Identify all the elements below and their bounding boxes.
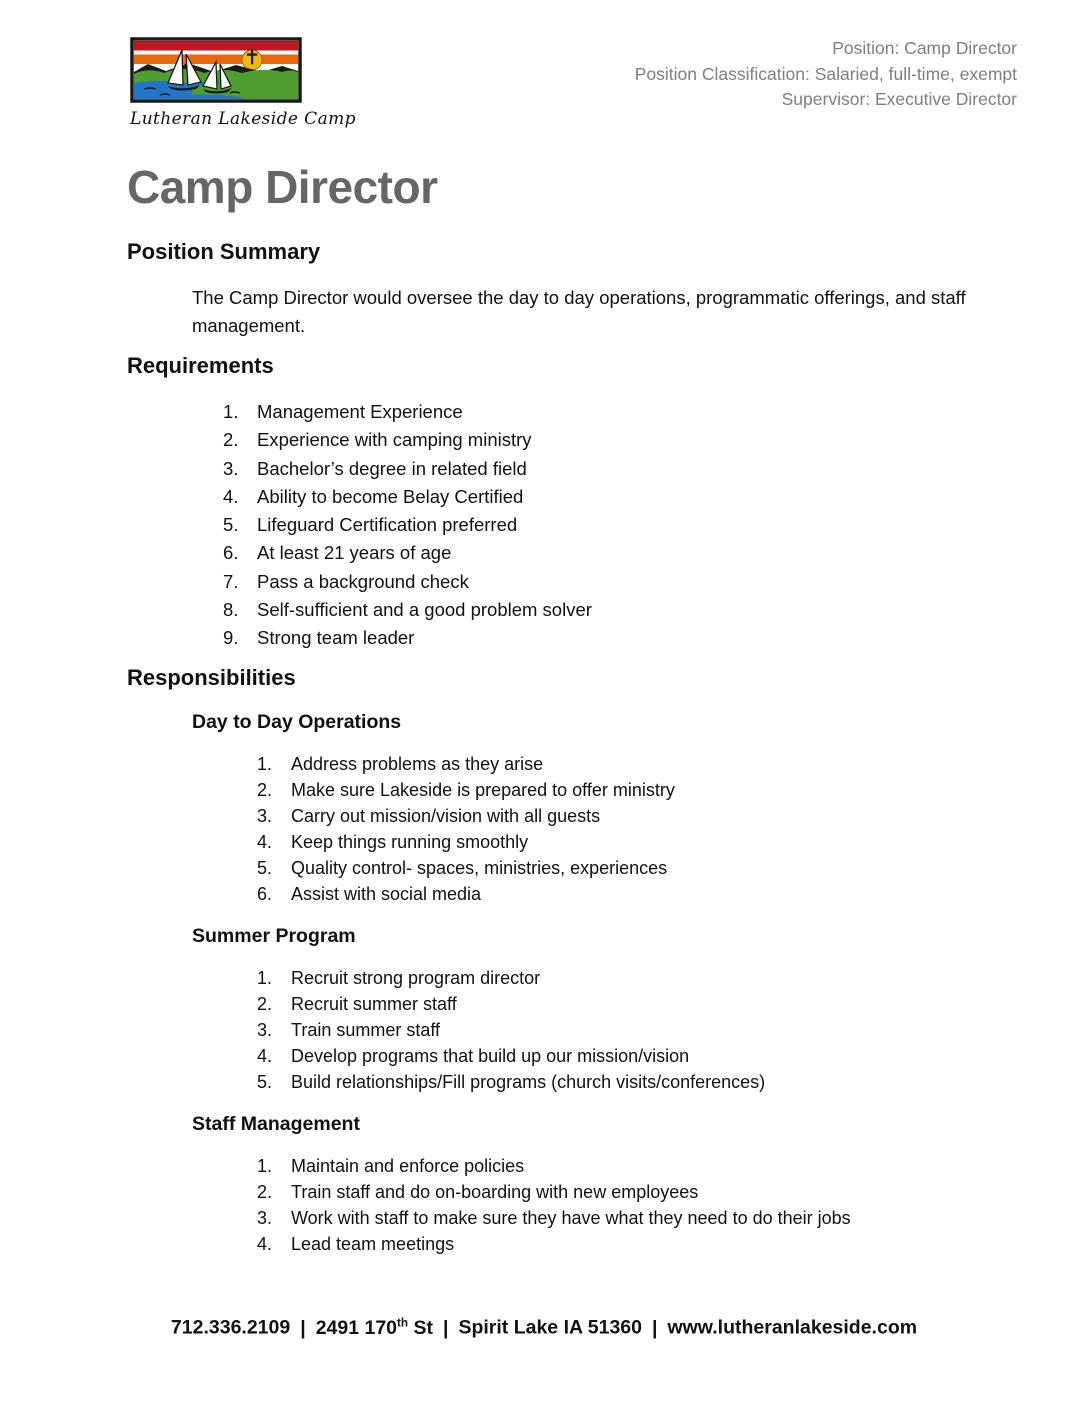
position-summary-text: The Camp Director would oversee the day to day operations, programmatic offerings, and staff management. (192, 287, 966, 336)
list-item-text: Strong team leader (257, 627, 415, 649)
list-item (257, 1179, 1016, 1205)
list-item (257, 881, 1016, 907)
list-item (257, 1231, 1016, 1257)
list-item (257, 1069, 1016, 1095)
list-item-number: 6. (223, 542, 239, 564)
list-item-number: 1. (257, 1155, 273, 1176)
list-item (223, 455, 1016, 483)
list-item-text: Train summer staff (291, 1019, 441, 1040)
list-item-text: Self-sufficient and a good problem solver (257, 599, 592, 621)
list-item-number: 4. (257, 1045, 273, 1066)
list-item (257, 1153, 1016, 1179)
list-item-text: Address problems as they arise (291, 753, 544, 774)
list-item (257, 829, 1016, 855)
list-item (223, 398, 1016, 426)
list-item-number: 4. (257, 1233, 273, 1254)
list-item-number: 7. (223, 570, 239, 592)
list-item-number: 4. (223, 485, 239, 507)
list-item-number: 5. (223, 514, 239, 536)
footer-street-suffix: St (408, 1316, 433, 1339)
heading-responsibilities: Responsibilities (127, 664, 296, 690)
list-item-text: Lifeguard Certification preferred (257, 514, 518, 536)
list-item-number: 3. (257, 1019, 273, 1040)
staff-management-list (257, 1153, 1016, 1257)
summer-program-list (257, 965, 1016, 1095)
list-item-number: 6. (257, 883, 273, 904)
list-item (257, 1205, 1016, 1231)
list-item (257, 777, 1016, 803)
list-item-text: At least 21 years of age (257, 542, 452, 564)
heading-day-to-day-operations: Day to Day Operations (192, 710, 402, 733)
list-item-text: Keep things running smoothly (291, 831, 529, 852)
list-item-number: 2. (257, 779, 273, 800)
list-item-number: 2. (257, 1181, 273, 1202)
logo-caption: Lutheran Lakeside Camp (130, 109, 356, 129)
meta-classification: Position Classification: Salaried, full-time, exempt (634, 63, 1017, 84)
footer-website: www.lutheranlakeside.com (667, 1316, 918, 1339)
header-meta (635, 36, 1017, 113)
footer-separator: | (300, 1316, 306, 1339)
list-item-number: 3. (257, 805, 273, 826)
logo-block (130, 37, 356, 129)
list-item (223, 568, 1016, 596)
list-item-text: Develop programs that build up our mission/vision (291, 1045, 690, 1066)
list-item (223, 426, 1016, 454)
footer (0, 1316, 1088, 1340)
list-item-text: Quality control- spaces, ministries, experiences (291, 857, 668, 878)
list-item-text: Bachelor’s degree in related field (257, 457, 527, 479)
camp-logo-icon (130, 37, 302, 103)
list-item-number: 3. (257, 1207, 273, 1228)
footer-separator: | (652, 1316, 658, 1339)
list-item-number: 4. (257, 831, 273, 852)
requirements-list (223, 398, 1016, 653)
list-item-number: 9. (223, 627, 239, 649)
list-item-text: Build relationships/Fill programs (church visits/conferences) (291, 1071, 766, 1092)
footer-street (316, 1317, 433, 1339)
meta-position: Position: Camp Director (832, 38, 1017, 58)
list-item-number: 2. (257, 993, 273, 1014)
list-item-text: Carry out mission/vision with all guests (291, 805, 601, 826)
footer-separator: | (442, 1316, 449, 1339)
list-item (223, 624, 1016, 652)
list-item-number: 5. (257, 1071, 273, 1092)
list-item-number: 2. (223, 429, 239, 451)
list-item-text: Train staff and do on-boarding with new employees (291, 1181, 699, 1202)
list-item-text: Management Experience (257, 401, 463, 422)
heading-summer-program: Summer Program (192, 924, 356, 947)
footer-street-number: 2491 170 (315, 1316, 398, 1339)
list-item (257, 991, 1016, 1017)
list-item-text: Work with staff to make sure they have what they need to do their jobs (291, 1207, 851, 1228)
list-item-number: 3. (223, 457, 239, 479)
day-to-day-operations-list (257, 751, 1016, 907)
list-item-number: 1. (257, 967, 273, 988)
list-item-number: 5. (257, 857, 273, 878)
footer-street-ordinal: th (397, 1316, 409, 1329)
list-item (223, 539, 1016, 567)
page-title: Camp Director (127, 161, 438, 213)
list-item-text: Pass a background check (257, 570, 469, 592)
list-item (223, 596, 1016, 624)
list-item-text: Lead team meetings (291, 1233, 455, 1254)
meta-supervisor: Supervisor: Executive Director (781, 89, 1017, 109)
list-item (257, 803, 1016, 829)
list-item-text: Experience with camping ministry (257, 429, 532, 451)
list-item (223, 511, 1016, 539)
footer-phone: 712.336.2109 (170, 1316, 291, 1339)
heading-position-summary: Position Summary (127, 239, 321, 264)
list-item-text: Recruit strong program director (291, 967, 541, 988)
list-item (257, 1017, 1016, 1043)
footer-city-state-zip: Spirit Lake IA 51360 (458, 1316, 642, 1339)
list-item (257, 855, 1016, 881)
list-item (223, 483, 1016, 511)
list-item (257, 965, 1016, 991)
list-item-text: Maintain and enforce policies (291, 1155, 525, 1176)
list-item-text: Assist with social media (291, 883, 482, 904)
heading-staff-management: Staff Management (192, 1112, 360, 1135)
document-body (127, 162, 1016, 1274)
list-item-text: Ability to become Belay Certified (257, 485, 524, 507)
list-item-text: Recruit summer staff (291, 993, 457, 1014)
list-item-number: 8. (223, 599, 239, 621)
list-item (257, 1043, 1016, 1069)
list-item-number: 1. (223, 401, 239, 422)
list-item-text: Make sure Lakeside is prepared to offer ministry (291, 779, 675, 800)
list-item-number: 1. (257, 753, 273, 774)
list-item (257, 751, 1016, 777)
heading-requirements: Requirements (127, 353, 274, 378)
